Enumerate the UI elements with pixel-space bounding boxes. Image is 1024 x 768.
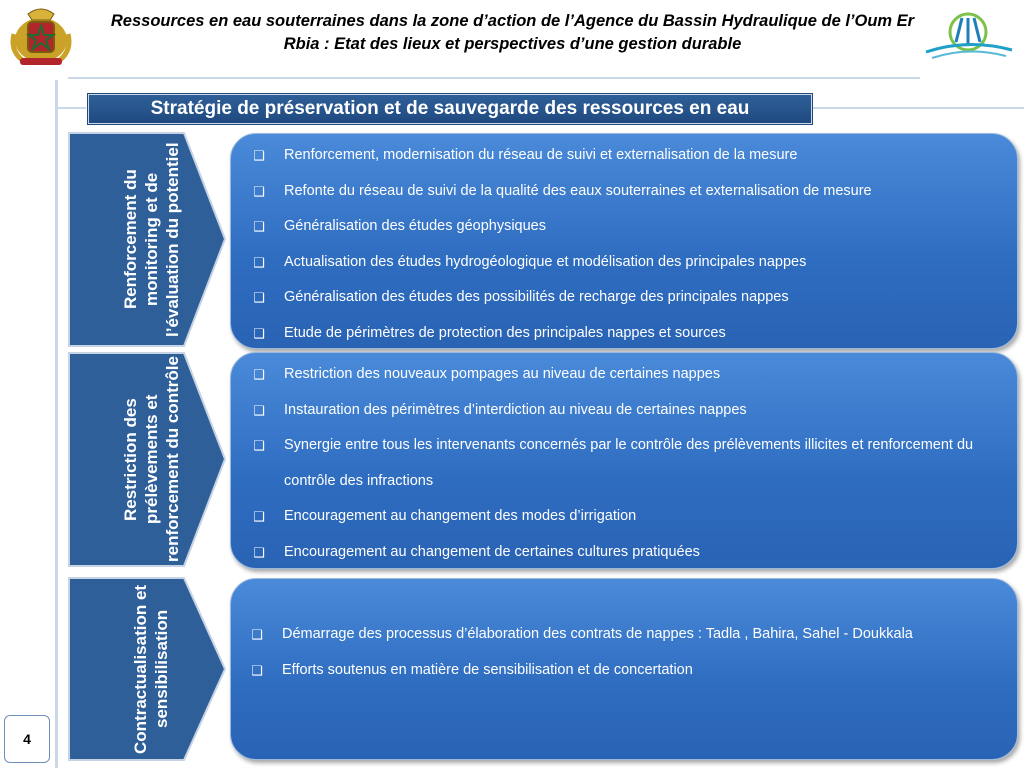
- water-agency-logo-icon: [918, 8, 1018, 68]
- section-arrow-monitoring: [68, 132, 228, 347]
- page-number: 4: [4, 715, 50, 763]
- section-label: Renforcement du monitoring et de l’évaluation du potentiel: [120, 142, 182, 337]
- banner-connector-left: [58, 107, 86, 109]
- section-banner: Stratégie de préservation et de sauvegarde des ressources en eau: [88, 94, 812, 124]
- list-item: ❑ Encouragement au changement des modes d’irrigation: [231, 499, 1017, 535]
- section-panel-restriction: [230, 352, 1018, 569]
- list-item: ❑ Refonte du réseau de suivi de la qualité des eaux souterraines et externalisation de mesure: [231, 174, 1017, 210]
- list-item: ❑ Efforts soutenus en matière de sensibilisation et de concertation: [231, 653, 1017, 689]
- list-item: ❑ Généralisation des études des possibilités de recharge des principales nappes: [231, 280, 1017, 316]
- list-item: ❑ Synergie entre tous les intervenants concernés par le contrôle des prélèvements illicites et renforcement du contrôle des infractions: [231, 428, 1017, 499]
- checkbox-bullet-icon: ❑: [251, 662, 263, 678]
- banner-connector-right: [812, 107, 1024, 109]
- list-item: ❑ Généralisation des études géophysiques: [231, 209, 1017, 245]
- checkbox-bullet-icon: ❑: [253, 325, 265, 341]
- list-item: ❑ Démarrage des processus d’élaboration des contrats de nappes : Tadla , Bahira, Sahel - Doukkala: [231, 617, 1017, 653]
- list-item: ❑ Restriction des nouveaux pompages au niveau de certaines nappes: [231, 357, 1017, 393]
- checkbox-bullet-icon: ❑: [253, 509, 265, 525]
- section-arrow-restriction: [68, 352, 228, 567]
- list-item: ❑ Renforcement, modernisation du réseau de suivi et externalisation de la mesure: [231, 138, 1017, 174]
- checkbox-bullet-icon: ❑: [251, 627, 263, 642]
- checkbox-bullet-icon: ❑: [253, 254, 265, 270]
- checkbox-bullet-icon: ❑: [253, 290, 265, 306]
- checkbox-bullet-icon: ❑: [253, 438, 265, 454]
- section-label: Restriction des prélèvements et renforcement du contrôle: [120, 356, 182, 563]
- section-arrow-contractualisation: [68, 577, 228, 761]
- list-item: ❑ Etude de périmètres de protection des principales nappes et sources: [231, 316, 1017, 352]
- section-label: Contractualisation et sensibilisation: [131, 584, 171, 754]
- section-panel-contractualisation: [230, 578, 1018, 760]
- list-item: ❑ Actualisation des études hydrogéologique et modélisation des principales nappes: [231, 245, 1017, 281]
- header-divider: [68, 77, 920, 79]
- coat-of-arms-icon: [6, 4, 76, 68]
- list-item: ❑ Instauration des périmètres d’interdiction au niveau de certaines nappes: [231, 393, 1017, 429]
- checkbox-bullet-icon: ❑: [253, 148, 265, 163]
- checkbox-bullet-icon: ❑: [253, 544, 265, 560]
- checkbox-bullet-icon: ❑: [253, 219, 265, 235]
- section-panel-monitoring: [230, 133, 1018, 349]
- list-item: ❑ Encouragement au changement de certaines cultures pratiquées: [231, 535, 1017, 571]
- left-divider: [55, 80, 58, 768]
- header-title: Ressources en eau souterraines dans la zone d’action de l’Agence du Bassin Hydraulique de l’Oum Er Rbia : Etat des lieux et perspectives d’une gestion durable: [110, 12, 915, 53]
- checkbox-bullet-icon: ❑: [253, 183, 265, 199]
- checkbox-bullet-icon: ❑: [253, 367, 265, 382]
- checkbox-bullet-icon: ❑: [253, 402, 265, 418]
